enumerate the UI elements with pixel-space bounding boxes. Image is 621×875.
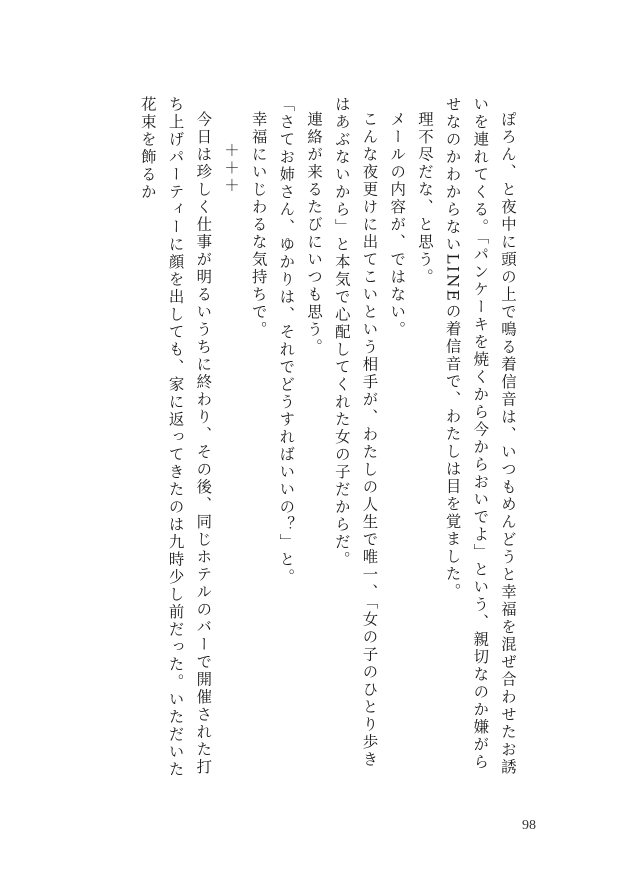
paragraph-1: ぽろん、と夜中に頭の上で鳴る着信音は、いつもめんどうと幸福を混ぜ合わせたお誘いを連れてくる。「パンケーキを焼くから今からおいでよ」という、親切なのか嫌がらせなのかわからないLINEの着信音で、わたしは目を覚ました。 [443, 96, 517, 777]
paragraph-2: 理不尽だな、と思う。 [415, 111, 434, 287]
section-divider: ＋＋＋ [221, 142, 240, 195]
paragraph-8: 今日は珍しく仕事が明るいうちに終わり、その後、同じホテルのバーで開催された打ち上げパーティーに顔を出しても、家に返ってきたのは九時少し前だった。いただいた花束を飾るか [138, 96, 213, 779]
paragraph-7: 幸福にいじわるな気持ちで。 [249, 111, 268, 339]
paragraph-4: こんな夜更けに出てこいという相手が、わたしの人生で唯一、「女の子のひとり歩きはあぶないから」と本気で心配してくれた女の子だからだ。 [332, 96, 379, 769]
paragraph-3: メールの内容が、ではない。 [388, 111, 407, 339]
page-number: 98 [522, 818, 536, 833]
paragraph-5: 連絡が来るたびにいつも思う。 [305, 111, 324, 357]
vertical-body-text [133, 96, 521, 786]
paragraph-6: 「さてお姉さん、ゆかりは、それでどうすればいいの？」と。 [277, 96, 296, 586]
